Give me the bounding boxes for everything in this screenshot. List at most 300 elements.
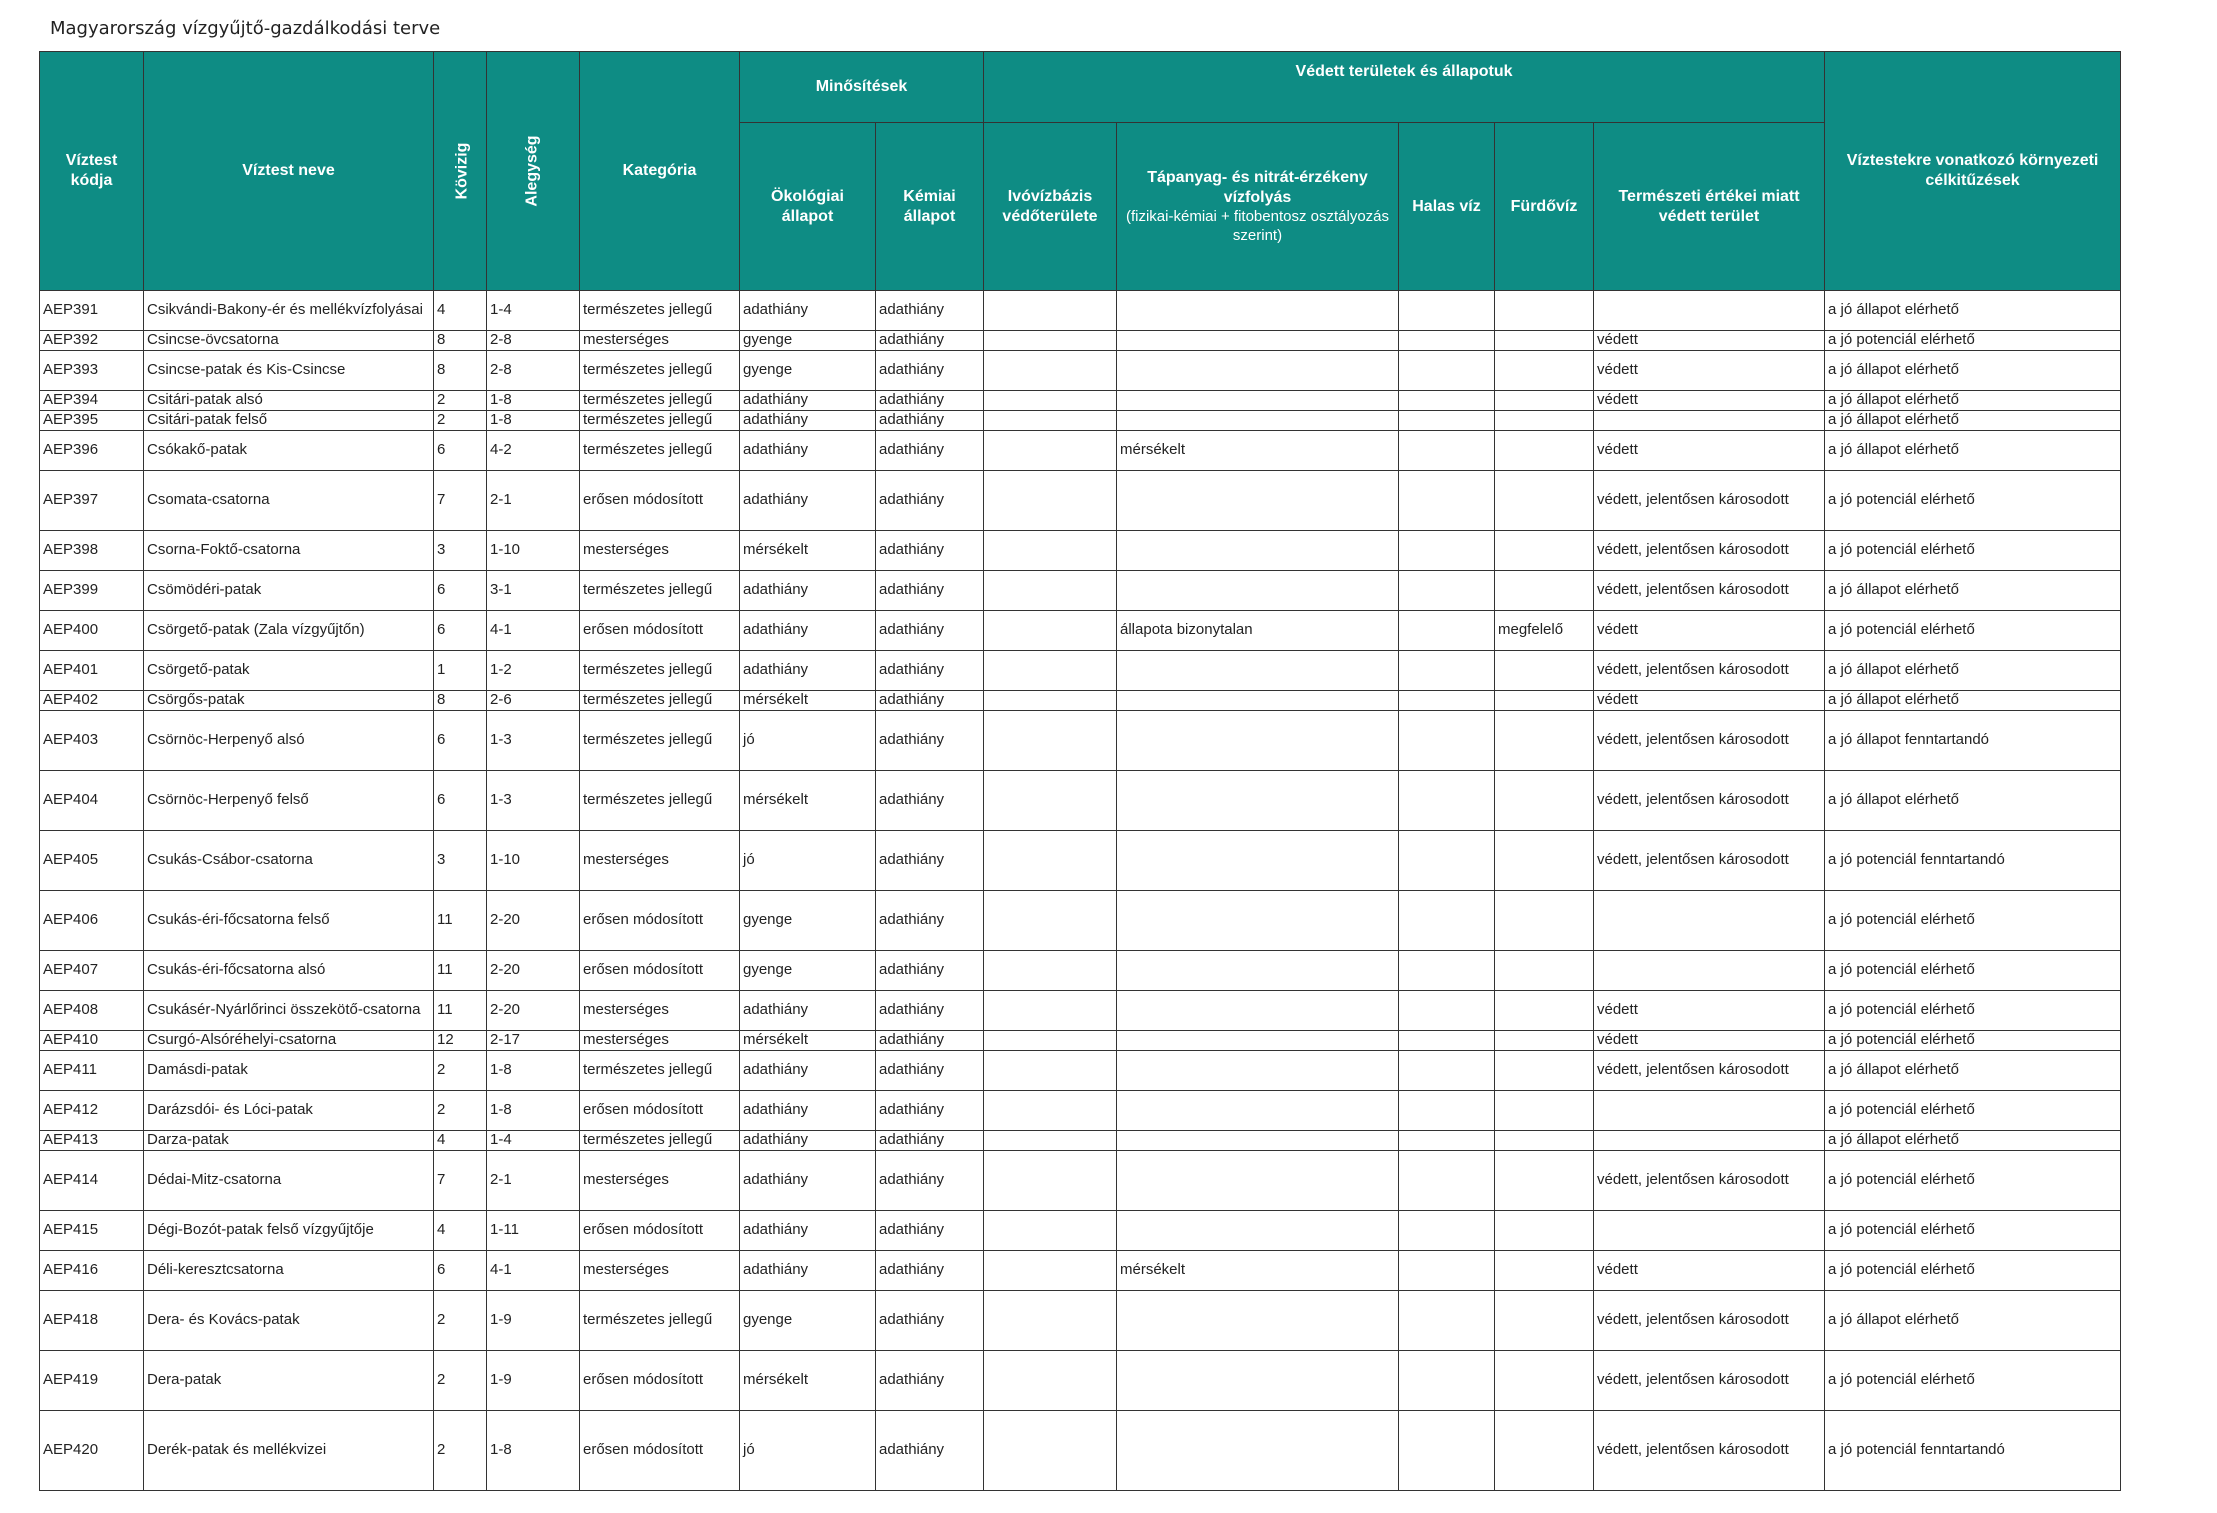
cell-cel: a jó állapot elérhető xyxy=(1825,1051,2121,1091)
cell-tapanyag xyxy=(1117,991,1399,1031)
cell-name: Csukás-Csábor-csatorna xyxy=(144,831,434,891)
cell-kategoria: mesterséges xyxy=(580,1251,740,1291)
cell-code: AEP402 xyxy=(40,691,144,711)
cell-code: AEP420 xyxy=(40,1411,144,1491)
cell-alegyseg: 1-9 xyxy=(487,1291,580,1351)
cell-kategoria: természetes jellegű xyxy=(580,691,740,711)
cell-alegyseg: 4-1 xyxy=(487,611,580,651)
cell-alegyseg: 1-8 xyxy=(487,1091,580,1131)
cell-alegyseg: 2-20 xyxy=(487,891,580,951)
cell-alegyseg: 1-3 xyxy=(487,771,580,831)
table-row xyxy=(40,571,2121,611)
cell-cel: a jó állapot elérhető xyxy=(1825,431,2121,471)
cell-halas xyxy=(1399,891,1495,951)
cell-termeszeti: védett xyxy=(1594,331,1825,351)
cell-tapanyag xyxy=(1117,391,1399,411)
cell-furdo xyxy=(1495,431,1594,471)
cell-code: AEP412 xyxy=(40,1091,144,1131)
cell-name: Csurgó-Alsóréhelyi-csatorna xyxy=(144,1031,434,1051)
cell-furdo xyxy=(1495,651,1594,691)
cell-alegyseg: 2-6 xyxy=(487,691,580,711)
cell-name: Csörgető-patak xyxy=(144,651,434,691)
cell-tapanyag xyxy=(1117,1051,1399,1091)
cell-kovizig: 8 xyxy=(434,331,487,351)
cell-kategoria: mesterséges xyxy=(580,1031,740,1051)
cell-okologiai: jó xyxy=(740,831,876,891)
cell-tapanyag xyxy=(1117,691,1399,711)
cell-tapanyag xyxy=(1117,471,1399,531)
cell-ivoviz xyxy=(984,1131,1117,1151)
col-header-ivoviz: Ivóvízbázis védőterülete xyxy=(984,123,1117,291)
cell-kategoria: természetes jellegű xyxy=(580,571,740,611)
cell-cel: a jó potenciál elérhető xyxy=(1825,1211,2121,1251)
cell-termeszeti: védett xyxy=(1594,611,1825,651)
cell-cel: a jó potenciál elérhető xyxy=(1825,891,2121,951)
table-row xyxy=(40,1131,2121,1151)
cell-kovizig: 4 xyxy=(434,1131,487,1151)
cell-cel: a jó állapot elérhető xyxy=(1825,771,2121,831)
cell-kategoria: mesterséges xyxy=(580,1151,740,1211)
cell-kategoria: erősen módosított xyxy=(580,1091,740,1131)
cell-alegyseg: 1-8 xyxy=(487,391,580,411)
cell-cel: a jó állapot elérhető xyxy=(1825,391,2121,411)
cell-kovizig: 11 xyxy=(434,951,487,991)
cell-alegyseg: 2-1 xyxy=(487,471,580,531)
cell-name: Csitári-patak felső xyxy=(144,411,434,431)
cell-ivoviz xyxy=(984,991,1117,1031)
cell-kategoria: természetes jellegű xyxy=(580,651,740,691)
cell-halas xyxy=(1399,1251,1495,1291)
cell-furdo xyxy=(1495,1151,1594,1211)
cell-halas xyxy=(1399,571,1495,611)
cell-termeszeti xyxy=(1594,411,1825,431)
cell-termeszeti: védett, jelentősen károsodott xyxy=(1594,1351,1825,1411)
cell-kategoria: erősen módosított xyxy=(580,891,740,951)
cell-code: AEP391 xyxy=(40,291,144,331)
col-header-alegyseg: Alegység xyxy=(487,52,580,291)
cell-okologiai: mérsékelt xyxy=(740,531,876,571)
cell-cel: a jó állapot elérhető xyxy=(1825,651,2121,691)
cell-kategoria: természetes jellegű xyxy=(580,1131,740,1151)
cell-alegyseg: 1-8 xyxy=(487,411,580,431)
cell-tapanyag xyxy=(1117,291,1399,331)
cell-alegyseg: 2-1 xyxy=(487,1151,580,1211)
cell-ivoviz xyxy=(984,771,1117,831)
cell-halas xyxy=(1399,1351,1495,1411)
cell-ivoviz xyxy=(984,1031,1117,1051)
water-body-table xyxy=(39,51,2121,1491)
cell-kovizig: 2 xyxy=(434,1051,487,1091)
cell-furdo xyxy=(1495,391,1594,411)
cell-name: Csörnöc-Herpenyő alsó xyxy=(144,711,434,771)
cell-kemiai: adathiány xyxy=(876,1411,984,1491)
cell-cel: a jó állapot elérhető xyxy=(1825,351,2121,391)
cell-tapanyag xyxy=(1117,1151,1399,1211)
cell-kemiai: adathiány xyxy=(876,531,984,571)
cell-okologiai: adathiány xyxy=(740,1211,876,1251)
col-header-furdo: Fürdővíz xyxy=(1495,123,1594,291)
cell-tapanyag xyxy=(1117,1091,1399,1131)
cell-alegyseg: 2-17 xyxy=(487,1031,580,1051)
cell-furdo xyxy=(1495,571,1594,611)
col-header-halas: Halas víz xyxy=(1399,123,1495,291)
cell-code: AEP392 xyxy=(40,331,144,351)
cell-furdo xyxy=(1495,891,1594,951)
cell-kemiai: adathiány xyxy=(876,831,984,891)
cell-kemiai: adathiány xyxy=(876,951,984,991)
cell-termeszeti: védett, jelentősen károsodott xyxy=(1594,1051,1825,1091)
table-row xyxy=(40,1411,2121,1491)
cell-kemiai: adathiány xyxy=(876,571,984,611)
cell-alegyseg: 4-1 xyxy=(487,1251,580,1291)
cell-ivoviz xyxy=(984,351,1117,391)
cell-name: Dera- és Kovács-patak xyxy=(144,1291,434,1351)
cell-kemiai: adathiány xyxy=(876,391,984,411)
cell-tapanyag xyxy=(1117,651,1399,691)
cell-code: AEP401 xyxy=(40,651,144,691)
cell-termeszeti xyxy=(1594,1131,1825,1151)
cell-kategoria: természetes jellegű xyxy=(580,1291,740,1351)
cell-okologiai: gyenge xyxy=(740,951,876,991)
table-row xyxy=(40,471,2121,531)
cell-tapanyag xyxy=(1117,1351,1399,1411)
cell-cel: a jó állapot elérhető xyxy=(1825,571,2121,611)
table-row xyxy=(40,991,2121,1031)
cell-termeszeti: védett, jelentősen károsodott xyxy=(1594,1411,1825,1491)
cell-ivoviz xyxy=(984,1211,1117,1251)
cell-termeszeti: védett xyxy=(1594,1031,1825,1051)
table-row xyxy=(40,331,2121,351)
cell-ivoviz xyxy=(984,1091,1117,1131)
cell-kovizig: 2 xyxy=(434,411,487,431)
cell-halas xyxy=(1399,1031,1495,1051)
cell-furdo xyxy=(1495,831,1594,891)
cell-okologiai: adathiány xyxy=(740,611,876,651)
cell-code: AEP394 xyxy=(40,391,144,411)
cell-kemiai: adathiány xyxy=(876,1091,984,1131)
cell-kovizig: 8 xyxy=(434,691,487,711)
cell-kovizig: 3 xyxy=(434,831,487,891)
cell-kemiai: adathiány xyxy=(876,711,984,771)
cell-ivoviz xyxy=(984,471,1117,531)
cell-furdo xyxy=(1495,771,1594,831)
table-row xyxy=(40,351,2121,391)
table-row xyxy=(40,431,2121,471)
cell-ivoviz xyxy=(984,1151,1117,1211)
cell-tapanyag xyxy=(1117,1211,1399,1251)
cell-tapanyag: állapota bizonytalan xyxy=(1117,611,1399,651)
cell-kemiai: adathiány xyxy=(876,1351,984,1411)
cell-okologiai: gyenge xyxy=(740,1291,876,1351)
cell-kemiai: adathiány xyxy=(876,771,984,831)
cell-termeszeti: védett, jelentősen károsodott xyxy=(1594,571,1825,611)
cell-name: Csikvándi-Bakony-ér és mellékvízfolyásai xyxy=(144,291,434,331)
cell-kovizig: 8 xyxy=(434,351,487,391)
cell-kemiai: adathiány xyxy=(876,411,984,431)
cell-termeszeti: védett xyxy=(1594,351,1825,391)
cell-okologiai: mérsékelt xyxy=(740,691,876,711)
cell-code: AEP397 xyxy=(40,471,144,531)
cell-tapanyag xyxy=(1117,411,1399,431)
table-row xyxy=(40,1151,2121,1211)
cell-kategoria: természetes jellegű xyxy=(580,771,740,831)
cell-furdo xyxy=(1495,1211,1594,1251)
cell-kovizig: 2 xyxy=(434,391,487,411)
cell-halas xyxy=(1399,431,1495,471)
cell-kemiai: adathiány xyxy=(876,651,984,691)
cell-halas xyxy=(1399,711,1495,771)
cell-kemiai: adathiány xyxy=(876,351,984,391)
cell-tapanyag xyxy=(1117,571,1399,611)
cell-kategoria: mesterséges xyxy=(580,331,740,351)
cell-furdo xyxy=(1495,351,1594,391)
cell-code: AEP406 xyxy=(40,891,144,951)
cell-alegyseg: 3-1 xyxy=(487,571,580,611)
table-row xyxy=(40,1251,2121,1291)
cell-code: AEP407 xyxy=(40,951,144,991)
cell-termeszeti: védett, jelentősen károsodott xyxy=(1594,1151,1825,1211)
table-row xyxy=(40,651,2121,691)
cell-code: AEP408 xyxy=(40,991,144,1031)
cell-cel: a jó állapot fenntartandó xyxy=(1825,711,2121,771)
cell-okologiai: adathiány xyxy=(740,1131,876,1151)
cell-cel: a jó potenciál elérhető xyxy=(1825,1091,2121,1131)
cell-termeszeti: védett, jelentősen károsodott xyxy=(1594,831,1825,891)
cell-okologiai: jó xyxy=(740,711,876,771)
cell-termeszeti xyxy=(1594,1091,1825,1131)
cell-okologiai: adathiány xyxy=(740,411,876,431)
cell-okologiai: mérsékelt xyxy=(740,1031,876,1051)
cell-furdo xyxy=(1495,411,1594,431)
cell-termeszeti xyxy=(1594,1211,1825,1251)
table-row xyxy=(40,291,2121,331)
cell-kovizig: 6 xyxy=(434,771,487,831)
cell-termeszeti: védett xyxy=(1594,991,1825,1031)
cell-cel: a jó potenciál elérhető xyxy=(1825,531,2121,571)
cell-cel: a jó potenciál elérhető xyxy=(1825,991,2121,1031)
cell-kemiai: adathiány xyxy=(876,291,984,331)
cell-kategoria: mesterséges xyxy=(580,831,740,891)
cell-furdo xyxy=(1495,291,1594,331)
cell-halas xyxy=(1399,291,1495,331)
cell-cel: a jó potenciál elérhető xyxy=(1825,951,2121,991)
cell-name: Csömödéri-patak xyxy=(144,571,434,611)
cell-ivoviz xyxy=(984,391,1117,411)
cell-halas xyxy=(1399,771,1495,831)
cell-alegyseg: 1-2 xyxy=(487,651,580,691)
col-header-okologiai: Ökológiai állapot xyxy=(740,123,876,291)
cell-name: Darza-patak xyxy=(144,1131,434,1151)
cell-name: Darázsdói- és Lóci-patak xyxy=(144,1091,434,1131)
cell-kovizig: 11 xyxy=(434,891,487,951)
cell-furdo xyxy=(1495,1351,1594,1411)
table-row xyxy=(40,951,2121,991)
cell-halas xyxy=(1399,991,1495,1031)
cell-tapanyag xyxy=(1117,771,1399,831)
cell-kategoria: erősen módosított xyxy=(580,1351,740,1411)
cell-furdo xyxy=(1495,951,1594,991)
cell-kategoria: természetes jellegű xyxy=(580,431,740,471)
cell-kategoria: erősen módosított xyxy=(580,951,740,991)
cell-alegyseg: 1-9 xyxy=(487,1351,580,1411)
cell-code: AEP399 xyxy=(40,571,144,611)
cell-okologiai: adathiány xyxy=(740,471,876,531)
cell-termeszeti xyxy=(1594,291,1825,331)
cell-name: Csörgető-patak (Zala vízgyűjtőn) xyxy=(144,611,434,651)
cell-halas xyxy=(1399,691,1495,711)
cell-kemiai: adathiány xyxy=(876,1051,984,1091)
col-header-kemiai: Kémiai állapot xyxy=(876,123,984,291)
cell-halas xyxy=(1399,411,1495,431)
cell-kemiai: adathiány xyxy=(876,1211,984,1251)
cell-halas xyxy=(1399,831,1495,891)
table-row xyxy=(40,1291,2121,1351)
cell-name: Dera-patak xyxy=(144,1351,434,1411)
cell-furdo xyxy=(1495,1031,1594,1051)
col-header-kategoria: Kategória xyxy=(580,52,740,291)
cell-kategoria: erősen módosított xyxy=(580,1411,740,1491)
cell-furdo: megfelelő xyxy=(1495,611,1594,651)
cell-halas xyxy=(1399,611,1495,651)
col-header-termeszeti: Természeti értékei miatt védett terület xyxy=(1594,123,1825,291)
cell-okologiai: gyenge xyxy=(740,891,876,951)
cell-termeszeti: védett, jelentősen károsodott xyxy=(1594,1291,1825,1351)
cell-code: AEP398 xyxy=(40,531,144,571)
cell-alegyseg: 1-4 xyxy=(487,1131,580,1151)
cell-cel: a jó állapot elérhető xyxy=(1825,691,2121,711)
cell-code: AEP413 xyxy=(40,1131,144,1151)
cell-alegyseg: 1-8 xyxy=(487,1411,580,1491)
cell-cel: a jó potenciál fenntartandó xyxy=(1825,831,2121,891)
cell-ivoviz xyxy=(984,651,1117,691)
cell-tapanyag xyxy=(1117,1411,1399,1491)
cell-code: AEP396 xyxy=(40,431,144,471)
cell-name: Csókakő-patak xyxy=(144,431,434,471)
cell-ivoviz xyxy=(984,691,1117,711)
cell-kovizig: 6 xyxy=(434,431,487,471)
cell-furdo xyxy=(1495,1051,1594,1091)
cell-kovizig: 6 xyxy=(434,711,487,771)
cell-tapanyag xyxy=(1117,831,1399,891)
cell-code: AEP411 xyxy=(40,1051,144,1091)
cell-halas xyxy=(1399,471,1495,531)
cell-name: Csomata-csatorna xyxy=(144,471,434,531)
table-row xyxy=(40,1051,2121,1091)
cell-halas xyxy=(1399,1211,1495,1251)
cell-alegyseg: 2-8 xyxy=(487,331,580,351)
cell-code: AEP414 xyxy=(40,1151,144,1211)
cell-kovizig: 7 xyxy=(434,471,487,531)
table-row xyxy=(40,1031,2121,1051)
cell-termeszeti: védett xyxy=(1594,1251,1825,1291)
cell-okologiai: adathiány xyxy=(740,291,876,331)
table-row xyxy=(40,1351,2121,1411)
cell-code: AEP404 xyxy=(40,771,144,831)
cell-cel: a jó állapot elérhető xyxy=(1825,1291,2121,1351)
cell-tapanyag xyxy=(1117,1031,1399,1051)
cell-name: Csörnöc-Herpenyő felső xyxy=(144,771,434,831)
cell-furdo xyxy=(1495,471,1594,531)
col-header-tapanyag: Tápanyag- és nitrát-érzékeny vízfolyás (fizikai-kémiai + fitobentosz osztályozás szerint) xyxy=(1117,123,1399,291)
cell-kategoria: természetes jellegű xyxy=(580,291,740,331)
cell-okologiai: jó xyxy=(740,1411,876,1491)
cell-cel: a jó potenciál elérhető xyxy=(1825,331,2121,351)
table-row xyxy=(40,611,2121,651)
cell-halas xyxy=(1399,1291,1495,1351)
cell-kovizig: 6 xyxy=(434,571,487,611)
cell-okologiai: adathiány xyxy=(740,571,876,611)
cell-kemiai: adathiány xyxy=(876,611,984,651)
cell-cel: a jó potenciál elérhető xyxy=(1825,471,2121,531)
cell-name: Csukásér-Nyárlőrinci összekötő-csatorna xyxy=(144,991,434,1031)
cell-kovizig: 4 xyxy=(434,1211,487,1251)
cell-alegyseg: 1-10 xyxy=(487,831,580,891)
cell-ivoviz xyxy=(984,1351,1117,1411)
cell-termeszeti: védett, jelentősen károsodott xyxy=(1594,651,1825,691)
cell-furdo xyxy=(1495,1251,1594,1291)
cell-tapanyag xyxy=(1117,1291,1399,1351)
cell-name: Csukás-éri-főcsatorna alsó xyxy=(144,951,434,991)
cell-kemiai: adathiány xyxy=(876,471,984,531)
cell-halas xyxy=(1399,1411,1495,1491)
cell-ivoviz xyxy=(984,1411,1117,1491)
cell-ivoviz xyxy=(984,331,1117,351)
cell-code: AEP403 xyxy=(40,711,144,771)
cell-furdo xyxy=(1495,991,1594,1031)
cell-okologiai: adathiány xyxy=(740,991,876,1031)
table-row xyxy=(40,411,2121,431)
col-header-kovizig: Kövizig xyxy=(434,52,487,291)
cell-ivoviz xyxy=(984,831,1117,891)
table-row xyxy=(40,691,2121,711)
cell-okologiai: adathiány xyxy=(740,1051,876,1091)
cell-ivoviz xyxy=(984,571,1117,611)
cell-code: AEP416 xyxy=(40,1251,144,1291)
cell-alegyseg: 1-11 xyxy=(487,1211,580,1251)
cell-okologiai: adathiány xyxy=(740,431,876,471)
cell-okologiai: mérsékelt xyxy=(740,1351,876,1411)
cell-alegyseg: 1-10 xyxy=(487,531,580,571)
cell-termeszeti: védett xyxy=(1594,691,1825,711)
cell-tapanyag: mérsékelt xyxy=(1117,431,1399,471)
cell-code: AEP410 xyxy=(40,1031,144,1051)
cell-kategoria: mesterséges xyxy=(580,991,740,1031)
cell-kovizig: 4 xyxy=(434,291,487,331)
cell-kemiai: adathiány xyxy=(876,991,984,1031)
cell-ivoviz xyxy=(984,1291,1117,1351)
cell-kemiai: adathiány xyxy=(876,1031,984,1051)
cell-cel: a jó potenciál elérhető xyxy=(1825,1151,2121,1211)
cell-tapanyag xyxy=(1117,331,1399,351)
group-header-vedett: Védett területek és állapotuk xyxy=(984,52,1825,123)
cell-kemiai: adathiány xyxy=(876,331,984,351)
table-row xyxy=(40,771,2121,831)
cell-termeszeti: védett, jelentősen károsodott xyxy=(1594,471,1825,531)
cell-alegyseg: 4-2 xyxy=(487,431,580,471)
cell-tapanyag: mérsékelt xyxy=(1117,1251,1399,1291)
cell-kovizig: 6 xyxy=(434,611,487,651)
cell-furdo xyxy=(1495,711,1594,771)
group-header-minositesek: Minősítések xyxy=(740,52,984,123)
cell-kovizig: 6 xyxy=(434,1251,487,1291)
cell-code: AEP405 xyxy=(40,831,144,891)
cell-alegyseg: 2-20 xyxy=(487,991,580,1031)
col-header-celkituzes: Víztestekre vonatkozó környezeti célkitűzések xyxy=(1825,52,2121,291)
cell-okologiai: gyenge xyxy=(740,351,876,391)
cell-code: AEP393 xyxy=(40,351,144,391)
cell-kemiai: adathiány xyxy=(876,691,984,711)
cell-furdo xyxy=(1495,1411,1594,1491)
